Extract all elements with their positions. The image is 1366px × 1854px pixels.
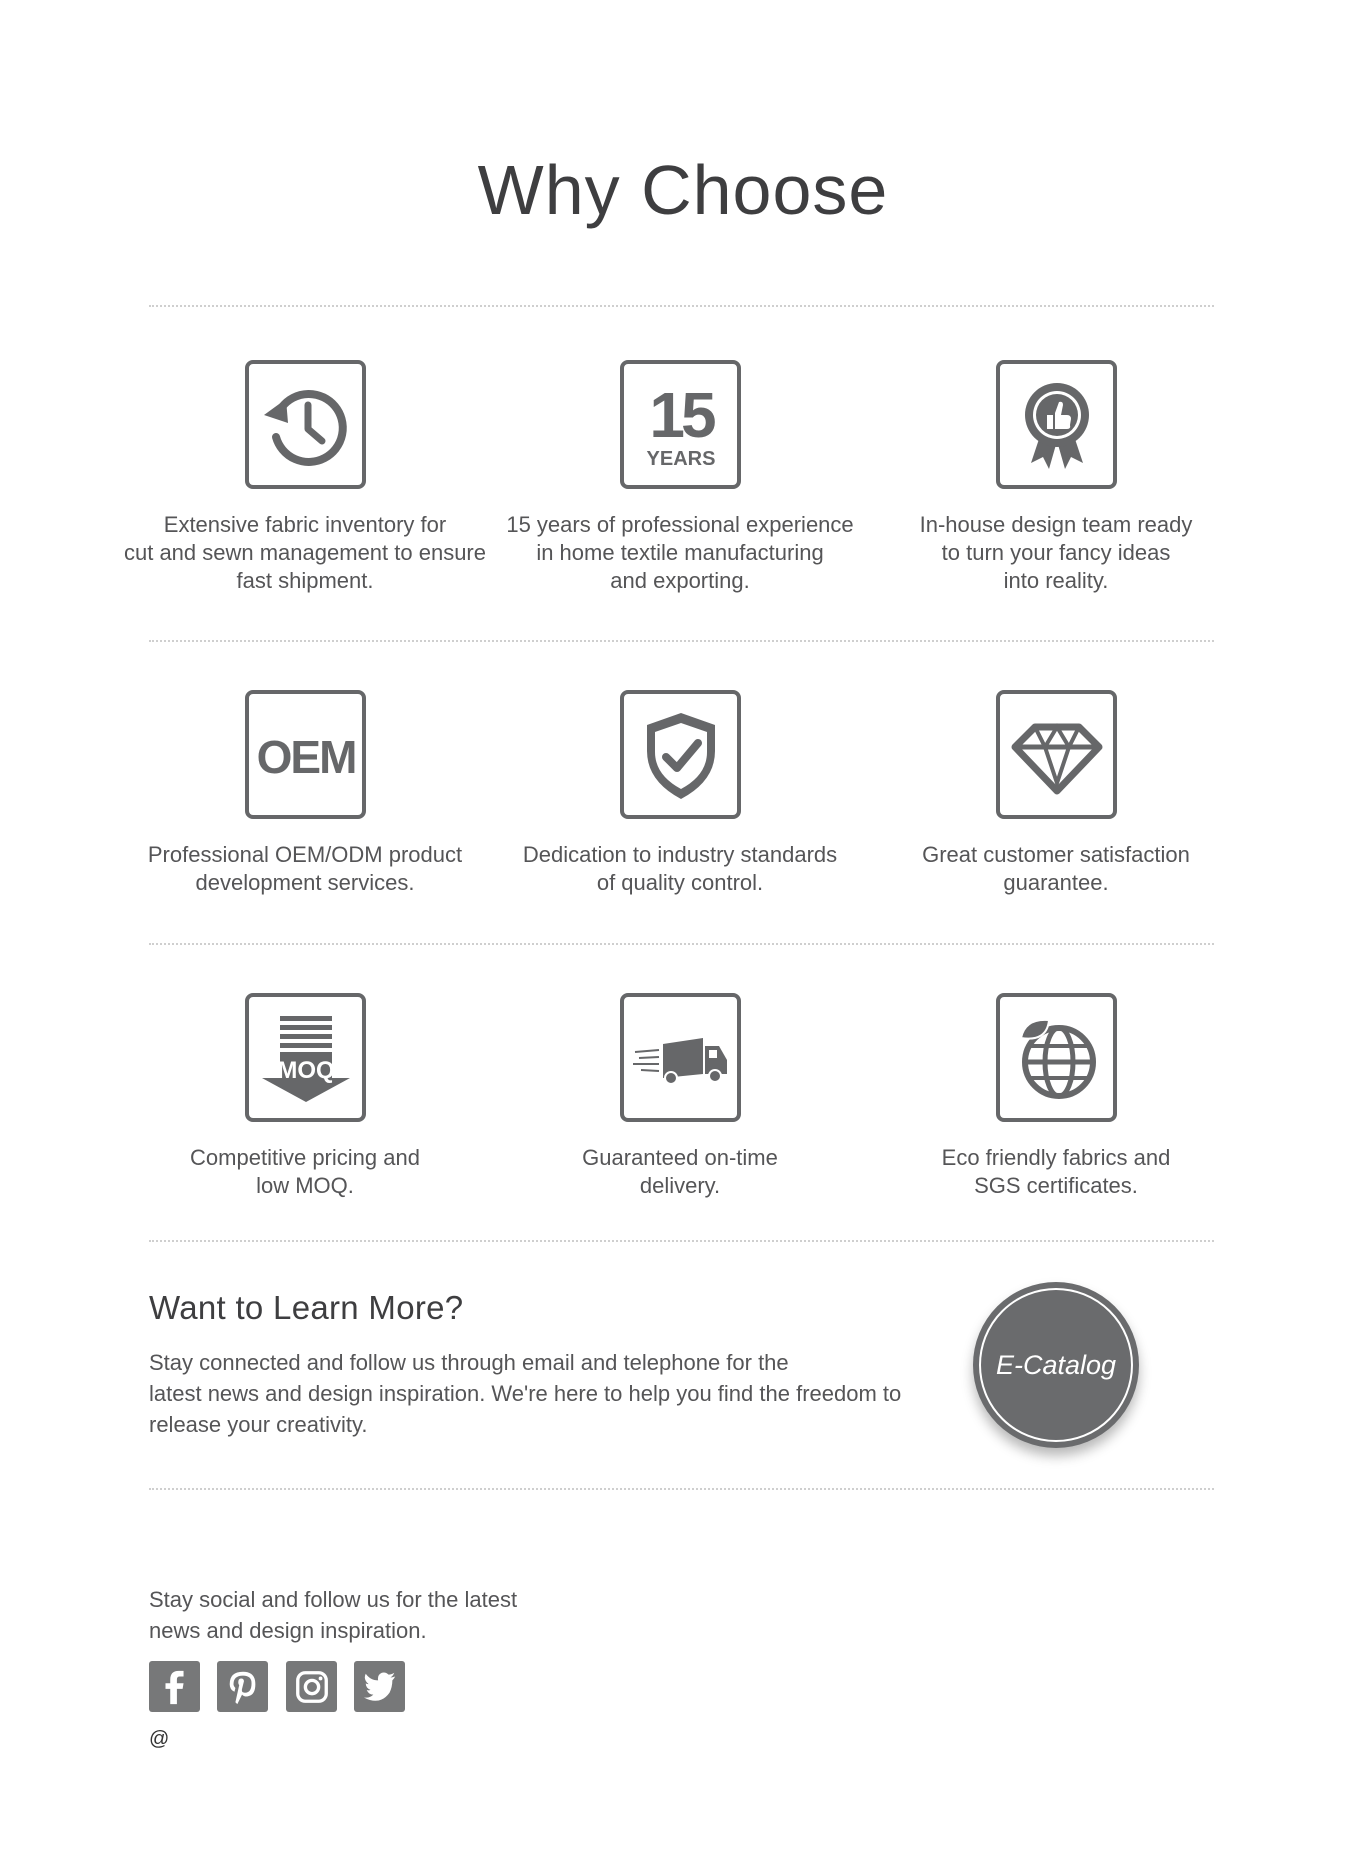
feature-text-line: Dedication to industry standards — [522, 842, 838, 867]
divider — [149, 943, 1214, 945]
feature-text-line: development services. — [195, 870, 415, 895]
eco-globe-icon — [1007, 1008, 1107, 1108]
feature-icon-frame — [996, 360, 1117, 489]
feature-text-line: to turn your fancy ideas — [941, 540, 1171, 565]
fifteen-years-icon — [631, 375, 731, 475]
svg-text:OEM: OEM — [256, 730, 355, 783]
feature-icon-frame — [620, 360, 741, 489]
learn-more-line: release your creativity. — [149, 1412, 368, 1437]
feature-text-line: cut and sewn management to ensure — [123, 540, 486, 565]
facebook-icon[interactable] — [149, 1661, 200, 1712]
feature-text-line: guarantee. — [1003, 870, 1109, 895]
divider — [149, 305, 1214, 307]
e-catalog-label: E-Catalog — [995, 1349, 1117, 1380]
feature-text-line: into reality. — [1003, 568, 1109, 593]
social-text — [149, 1584, 517, 1646]
learn-more-text — [149, 1347, 949, 1440]
svg-text:YEARS: YEARS — [646, 447, 715, 470]
shield-check-icon — [631, 705, 731, 805]
feature-text-line: Eco friendly fabrics and — [941, 1145, 1171, 1170]
feature-text-line: 15 years of professional experience — [506, 512, 854, 537]
feature-text-line: Professional OEM/ODM product — [147, 842, 463, 867]
feature-icon-frame — [245, 690, 366, 819]
pinterest-icon[interactable] — [217, 1661, 268, 1712]
moq-icon — [256, 1008, 356, 1108]
feature-text-line: of quality control. — [596, 870, 764, 895]
divider — [149, 1240, 1214, 1242]
feature-icon-frame — [996, 993, 1117, 1122]
e-catalog-button[interactable] — [973, 1282, 1139, 1448]
feature-text-line: delivery. — [639, 1173, 721, 1198]
feature-text-line: in home textile manufacturing — [536, 540, 824, 565]
feature-text-line: and exporting. — [610, 568, 750, 593]
social-line: news and design inspiration. — [149, 1618, 427, 1643]
feature-text-line: low MOQ. — [256, 1173, 354, 1198]
learn-more-line: latest news and design inspiration. We're here to help you find the freedom to — [149, 1381, 902, 1406]
twitter-icon[interactable] — [354, 1661, 405, 1712]
feature-text-line: In-house design team ready — [919, 512, 1193, 537]
social-handle: @ — [149, 1728, 170, 1750]
feature-text-line: fast shipment. — [236, 568, 374, 593]
learn-more-heading: Want to Learn More? — [149, 1289, 464, 1326]
feature-icon-frame — [620, 690, 741, 819]
feature-icon-frame — [620, 993, 741, 1122]
award-badge-icon — [1007, 375, 1107, 475]
instagram-icon[interactable] — [286, 1661, 337, 1712]
oem-icon — [256, 705, 356, 805]
learn-more-line: Stay connected and follow us through email and telephone for the — [149, 1350, 789, 1375]
page-title: Why Choose — [477, 151, 889, 229]
feature-text-line: Great customer satisfaction — [922, 842, 1190, 867]
divider — [149, 1488, 1214, 1490]
svg-text:MOQ: MOQ — [276, 1056, 335, 1084]
feature-text-line: Guaranteed on-time — [582, 1145, 778, 1170]
feature-text-line: SGS certificates. — [974, 1173, 1138, 1198]
svg-text:15: 15 — [648, 378, 713, 451]
feature-icon-frame — [245, 360, 366, 489]
feature-icon-frame — [996, 690, 1117, 819]
delivery-truck-icon — [631, 1008, 731, 1108]
divider — [149, 640, 1214, 642]
feature-icon-frame — [245, 993, 366, 1122]
feature-text-line: Competitive pricing and — [190, 1145, 420, 1170]
diamond-icon — [1007, 705, 1107, 805]
social-line: Stay social and follow us for the latest — [149, 1587, 518, 1612]
feature-text-line: Extensive fabric inventory for — [163, 512, 447, 537]
history-clock-icon — [256, 375, 356, 475]
